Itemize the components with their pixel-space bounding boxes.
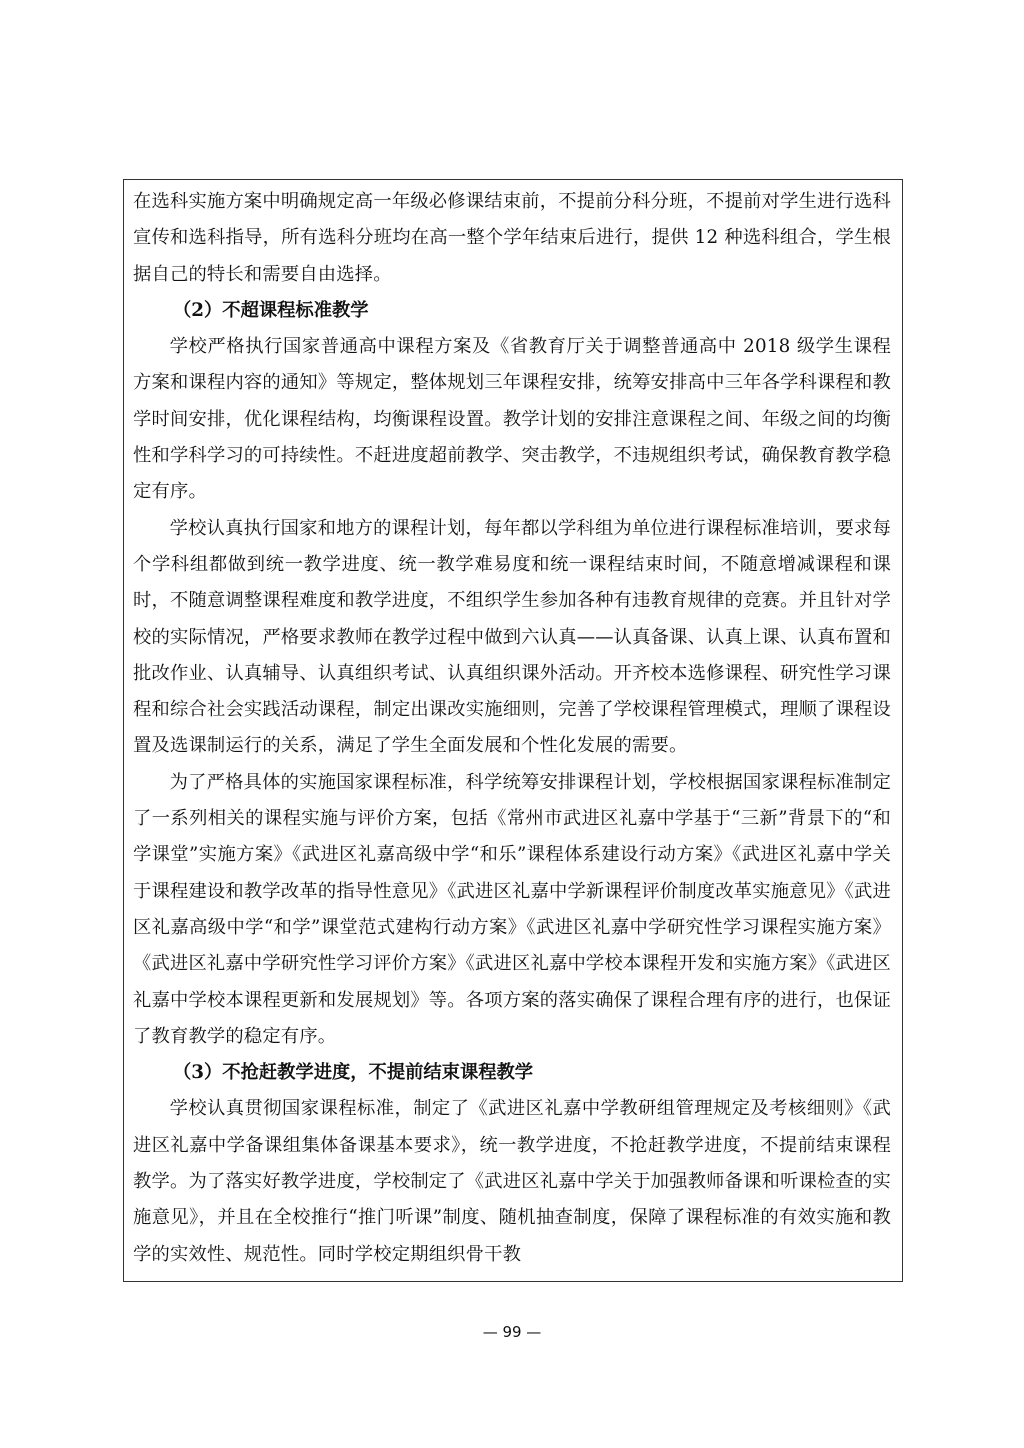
- section-heading-2: （2）不超课程标准教学: [173, 299, 369, 321]
- content-frame: [123, 179, 903, 1282]
- paragraph-2: 学校严格执行国家普通高中课程方案及《省教育厅关于调整普通高中 2018 级学生课程方案和课程内容的通知》等规定，整体规划三年课程安排，统筹安排高中三年各学科课程和教学时间安排，优化课程结构，均衡课程设置。教学计划的安排注意课程之间、年级之间的均衡性和学科学习的可持续性。不赶进度超前教学、突击教学，不违规组织考试，确保教育教学稳定有序。: [133, 336, 891, 503]
- document-body: [133, 184, 891, 1273]
- paragraph-3: 学校认真执行国家和地方的课程计划，每年都以学科组为单位进行课程标准培训，要求每个学科组都做到统一教学进度、统一教学难易度和统一课程结束时间，不随意增减课程和课时，不随意调整课程难度和教学进度，不组织学生参加各种有违教育规律的竞赛。并且针对学校的实际情况，严格要求教师在教学过程中做到六认真——认真备课、认真上课、认真布置和批改作业、认真辅导、认真组织考试、认真组织课外活动。开齐校本选修课程、研究性学习课程和综合社会实践活动课程，制定出课改实施细则，完善了学校课程管理模式，理顺了课程设置及选课制运行的关系，满足了学生全面发展和个性化发展的需要。: [133, 517, 891, 757]
- paragraph-5: 学校认真贯彻国家课程标准，制定了《武进区礼嘉中学教研组管理规定及考核细则》《武进区礼嘉中学备课组集体备课基本要求》，统一教学进度，不抢赶教学进度，不提前结束课程教学。为了落实好教学进度，学校制定了《武进区礼嘉中学关于加强教师备课和听课检查的实施意见》，并且在全校推行“推门听课”制度、随机抽查制度，保障了课程标准的有效实施和教学的实效性、规范性。同时学校定期组织骨干教: [133, 1098, 891, 1265]
- section-heading-3: （3）不抢赶教学进度，不提前结束课程教学: [173, 1062, 534, 1084]
- paragraph-1: 在选科实施方案中明确规定高一年级必修课结束前，不提前分科分班，不提前对学生进行选科宣传和选科指导，所有选科分班均在高一整个学年结束后进行，提供 12 种选科组合，学生根据自己的特长和需要自由选择。: [133, 191, 891, 285]
- page-number: — 99 —: [482, 1323, 542, 1341]
- paragraph-4: 为了严格具体的实施国家课程标准，科学统筹安排课程计划，学校根据国家课程标准制定了一系列相关的课程实施与评价方案，包括《常州市武进区礼嘉中学基于“三新”背景下的“和学课堂”实施方案》《武进区礼嘉高级中学“和乐”课程体系建设行动方案》《武进区礼嘉中学关于课程建设和教学改革的指导性意见》《武进区礼嘉中学新课程评价制度改革实施意见》《武进区礼嘉高级中学“和学”课堂范式建构行动方案》《武进区礼嘉中学研究性学习课程实施方案》《武进区礼嘉中学研究性学习评价方案》《武进区礼嘉中学校本课程开发和实施方案》《武进区礼嘉中学校本课程更新和发展规划》等。各项方案的落实确保了课程合理有序的进行，也保证了教育教学的稳定有序。: [133, 771, 891, 1047]
